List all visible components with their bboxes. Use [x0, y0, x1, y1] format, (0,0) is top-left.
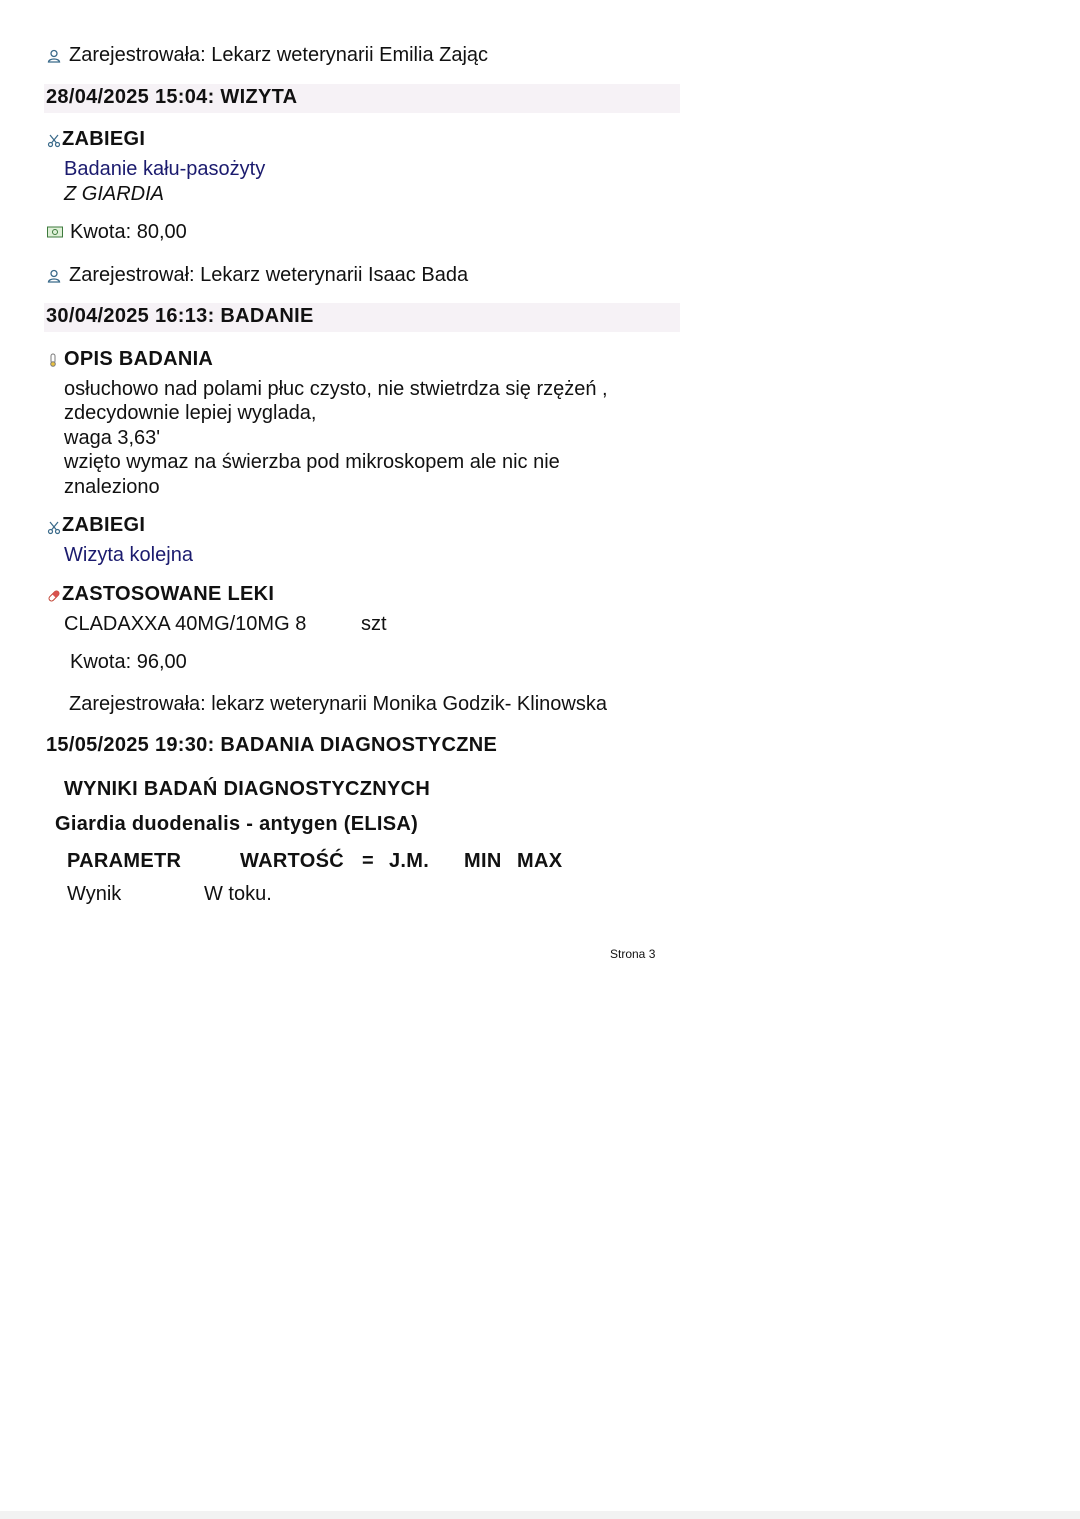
exam-line: zdecydownie lepiej wyglada,	[64, 402, 317, 424]
column-header-unit: J.M.	[389, 850, 430, 872]
entry-header: 28/04/2025 15:04: WIZYTA	[46, 86, 298, 108]
exam-line: osłuchowo nad polami płuc czysto, nie stwietrdza się rzężeń ,	[64, 378, 608, 400]
exam-description-title: OPIS BADANIA	[64, 348, 214, 370]
entry-header: 15/05/2025 19:30: BADANIA DIAGNOSTYCZNE	[46, 734, 498, 756]
exam-line: waga 3,63'	[64, 427, 161, 449]
column-header-max: MAX	[517, 850, 563, 872]
thermometer-icon	[48, 353, 58, 367]
exam-line: znaleziono	[64, 476, 160, 498]
pill-icon	[47, 589, 61, 603]
page-bottom-edge	[0, 1511, 1080, 1519]
page-number: Strona 3	[610, 947, 656, 961]
exam-line: wzięto wymaz na świerzba pod mikroskopem ale nic nie	[64, 451, 560, 473]
scissors-icon	[47, 134, 61, 148]
table-row-parameter: Wynik	[67, 883, 122, 905]
procedure-item: Badanie kału-pasożyty	[64, 158, 266, 180]
registered-by: Zarejestrował: Lekarz weterynarii Isaac Bada	[69, 264, 469, 286]
scissors-icon	[47, 521, 61, 535]
money-icon	[47, 226, 63, 238]
column-header-parameter: PARAMETR	[67, 850, 182, 872]
table-row-value: W toku.	[204, 883, 272, 905]
procedure-item: Wizyta kolejna	[64, 544, 193, 566]
entry-header-band	[44, 84, 680, 113]
procedures-title: ZABIEGI	[62, 128, 146, 150]
registered-by: Zarejestrowała: lekarz weterynarii Monika Godzik- Klinowska	[69, 693, 607, 715]
column-header-value: WARTOŚĆ	[240, 850, 344, 872]
user-icon	[47, 269, 61, 283]
procedure-note: Z GIARDIA	[64, 183, 165, 205]
entry-header: 30/04/2025 16:13: BADANIE	[46, 305, 314, 327]
entry-header-band	[44, 303, 680, 332]
drugs-title: ZASTOSOWANE LEKI	[62, 583, 275, 605]
drug-unit: szt	[361, 613, 387, 635]
user-icon	[47, 49, 61, 63]
test-name: Giardia duodenalis - antygen (ELISA)	[55, 813, 419, 835]
amount: Kwota: 96,00	[70, 651, 187, 673]
column-header-equals: =	[362, 850, 374, 872]
procedures-title: ZABIEGI	[62, 514, 146, 536]
column-header-min: MIN	[464, 850, 502, 872]
top-registered-by: Zarejestrowała: Lekarz weterynarii Emilia Zając	[69, 44, 489, 66]
drug-name: CLADAXXA 40MG/10MG 8	[64, 613, 307, 635]
diagnostic-results-title: WYNIKI BADAŃ DIAGNOSTYCZNYCH	[64, 778, 431, 800]
amount: Kwota: 80,00	[70, 221, 187, 243]
